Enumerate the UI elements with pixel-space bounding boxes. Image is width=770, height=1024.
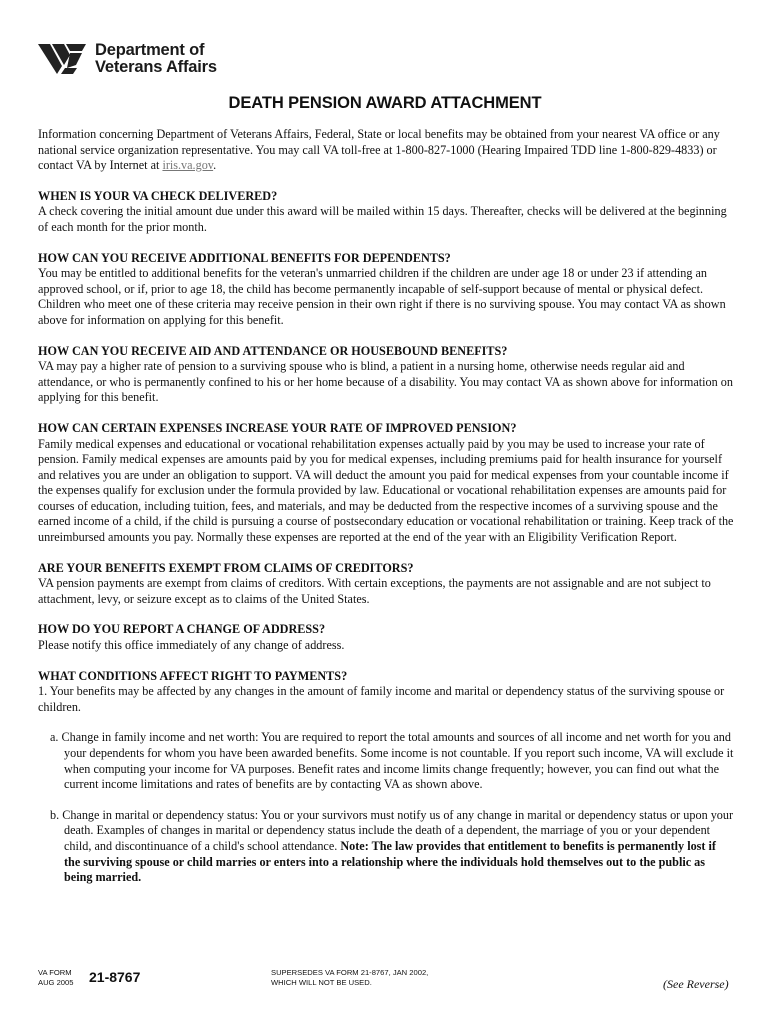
section-body: Family medical expenses and educational or vocational rehabilitation expenses actually paid by you may be used to increase your rate of pension. Family medical expenses are amounts paid by you for medical expenses, including premiums paid for health insurance for yourself and relatives you are under an obligation to support. VA will deduct the amount you paid for medical expenses from your countable income if the expenses qualify for exclusion under the formula provided by law. Educational or vocational rehabilitation expenses are amounts paid for courses of education, including tuition, fees, and materials, and may be deducted from the respective incomes of a surviving spouse and the earned income of a child, if the child is pursuing a course of postsecondary education or vocational rehabilitation or training. Keep track of the unreimbursed amounts you pay. Normally these expenses are reported at the end of the year with an Eligibility Verification Report.: [38, 436, 734, 545]
section-heading: ARE YOUR BENEFITS EXEMPT FROM CLAIMS OF CREDITORS?: [38, 560, 414, 575]
section-expenses: [38, 421, 734, 546]
section-heading: HOW CAN YOU RECEIVE ADDITIONAL BENEFITS FOR DEPENDENTS?: [38, 250, 451, 265]
supersedes-line2: WHICH WILL NOT BE USED.: [271, 978, 372, 987]
subitem-text: b. Change in marital or dependency status: You or your survivors must notify us of any change in marital or dependency status or upon your death. Examples of changes in marital or dependency status include the death of a dependent, the marriage of you or your dependent child, and discontinuance of a child's school attendance.: [50, 807, 734, 853]
see-reverse-note: (See Reverse): [663, 977, 729, 991]
section-body: VA pension payments are exempt from claims of creditors. With certain exceptions, the payments are not assignable and are not subject to attachment, levy, or seizure except as to claims of the United States.: [38, 576, 711, 606]
section-heading: HOW CAN CERTAIN EXPENSES INCREASE YOUR RATE OF IMPROVED PENSION?: [38, 420, 517, 435]
intro-paragraph: [38, 127, 734, 174]
section-heading: HOW CAN YOU RECEIVE AID AND ATTENDANCE OR HOUSEBOUND BENEFITS?: [38, 343, 508, 358]
org-name: [95, 42, 217, 76]
section-dependents: [38, 251, 734, 329]
section-body: A check covering the initial amount due under this award will be mailed within 15 days. Thereafter, checks will be delivered at the beginning of each month for the prior month.: [38, 204, 727, 234]
subitem-income: a. Change in family income and net worth: You are required to report the total amounts and sources of all income and net worth for you and your dependents for whom you have been awarded benefits. Some income is not countable. If you report such income, VA will exclude it when computing your income for VA purposes. Benefit rates and income limits change frequently; however, you can find out what the current income limitations and rates of benefits are by contacting VA as shown above.: [50, 730, 734, 792]
section-aid-attendance: [38, 344, 734, 406]
form-label-block: [38, 968, 73, 988]
org-name-line1: Department of: [95, 41, 205, 59]
form-footer: [0, 964, 770, 1004]
supersedes-note: [271, 968, 428, 988]
form-date: AUG 2005: [38, 978, 74, 987]
supersedes-line1: SUPERSEDES VA FORM 21-8767, JAN 2002,: [271, 968, 429, 977]
va-logo: [37, 39, 217, 79]
intro-text: Information concerning Department of Veterans Affairs, Federal, State or local benefits may be obtained from your nearest VA office or any national service organization representative. You may call VA toll-free at 1-800-827-1000 (Hearing Impaired TDD line 1-800-829-4833) or contact VA by Internet at: [38, 127, 720, 173]
document-title: DEATH PENSION AWARD ATTACHMENT: [228, 94, 542, 112]
intro-text-end: .: [213, 158, 217, 173]
section-check-delivery: [38, 189, 734, 236]
section-body: VA may pay a higher rate of pension to a surviving spouse who is blind, a patient in a nursing home, otherwise needs regular aid and attendance, or who is permanently confined to his or her home because of a disability. You may contact VA as shown above for information on applying for this benefit.: [38, 359, 733, 405]
form-number: 21-8767: [89, 969, 141, 985]
section-creditors: [38, 561, 734, 608]
section-body: 1. Your benefits may be affected by any changes in the amount of family income and marital or dependency status of the surviving spouse or children.: [38, 684, 725, 714]
section-heading: WHAT CONDITIONS AFFECT RIGHT TO PAYMENTS?: [38, 668, 348, 683]
iris-link[interactable]: iris.va.gov: [162, 158, 214, 173]
org-name-line2: Veterans Affairs: [95, 58, 217, 76]
subitem-marital-status: [50, 808, 734, 886]
section-conditions: [38, 669, 734, 716]
section-body: Please notify this office immediately of any change of address.: [38, 638, 345, 653]
subitem-note: Note: The law provides that entitlement to benefits is permanently lost if the surviving spouse or child marries or enters into a relationship where the individuals hold themselves out to the public as being married.: [64, 838, 716, 885]
document-body: [38, 127, 734, 901]
va-seal-icon: [37, 41, 87, 77]
section-heading: WHEN IS YOUR VA CHECK DELIVERED?: [38, 188, 278, 203]
section-change-address: [38, 622, 734, 653]
section-heading: HOW DO YOU REPORT A CHANGE OF ADDRESS?: [38, 622, 326, 637]
section-body: You may be entitled to additional benefits for the veteran's unmarried children if the children are under age 18 or under 23 if attending an approved school, or if, prior to age 18, the child has become permanently incapable of self-support because of mental or physical defect. Children who meet one of these criteria may receive pension in their own right if there is no surviving spouse. You may contact VA as shown above for information on applying for this benefit.: [38, 266, 726, 327]
form-label: VA FORM: [38, 968, 72, 977]
